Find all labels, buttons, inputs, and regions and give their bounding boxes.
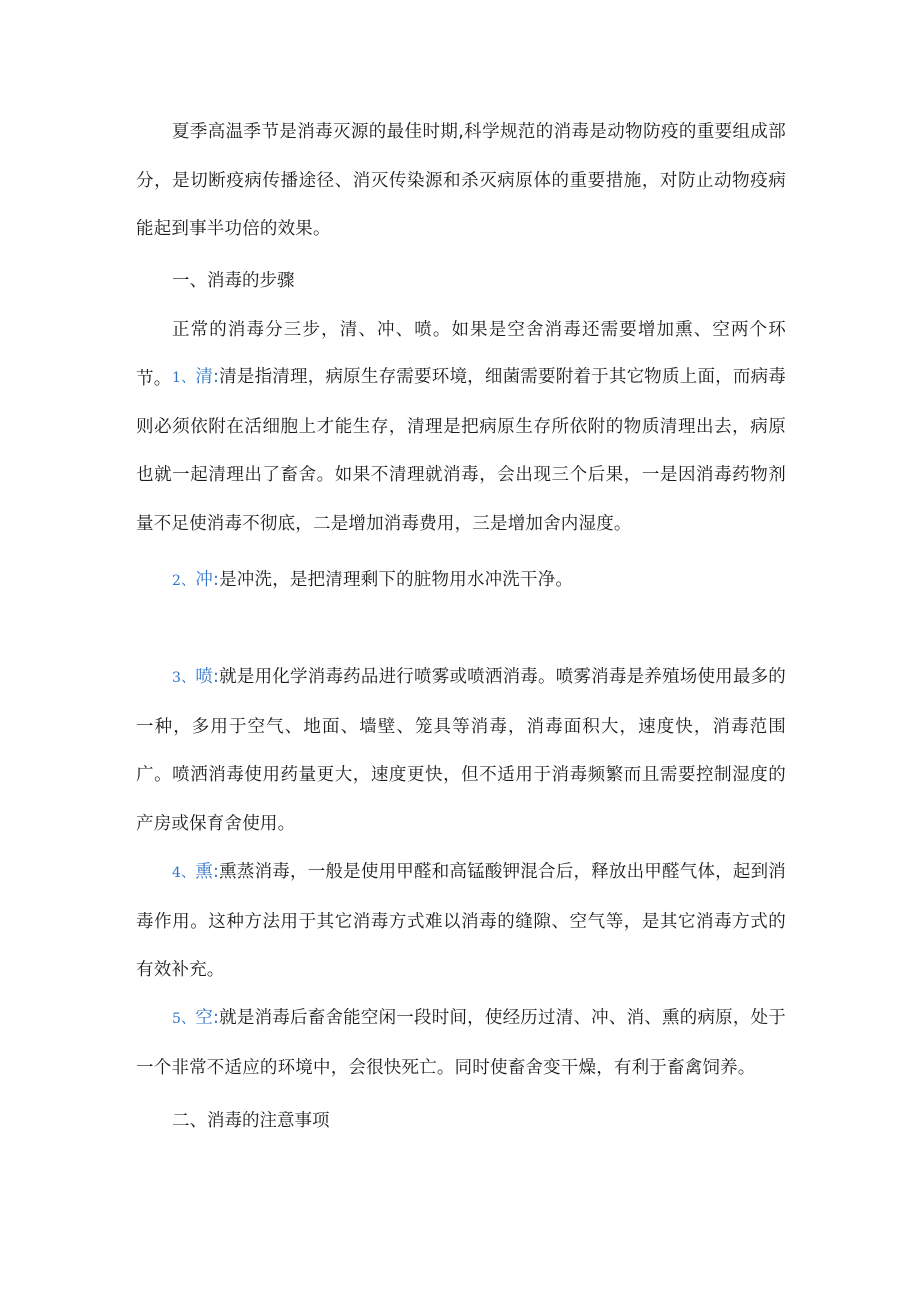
step-3-text: 就是用化学消毒药品进行喷雾或喷洒消毒。喷雾消毒是养殖场使用最多的一种，多用于空气、地面、墙壁、笼具等消毒，消毒面积大，速度快，消毒范围广。喷洒消毒使用药量更大，速度更快，但不适用于消毒频繁而且需要控制湿度的产房或保育舍使用。 xyxy=(136,667,786,834)
step-1-keyword: 清: xyxy=(195,367,220,387)
section-1-heading: 一、消毒的步骤 xyxy=(172,271,295,291)
step-4-text: 熏蒸消毒，一般是使用甲醛和高锰酸钾混合后，释放出甲醛气体，起到消毒作用。这种方法用于其它消毒方式难以消毒的缝隙、空气等，是其它消毒方式的有效补充。 xyxy=(136,862,786,980)
step-2-text: 是冲洗，是把清理剩下的脏物用水冲洗干净。 xyxy=(219,570,574,590)
step-1-number: 1、 xyxy=(172,370,196,386)
step-5-paragraph xyxy=(136,994,786,1092)
step-5-number: 5、 xyxy=(172,1011,196,1027)
step-5-text: 就是消毒后畜舍能空闲一段时间，使经历过清、冲、消、熏的病原，处于一个非常不适应的环境中，会很快死亡。同时使畜舍变干燥，有利于畜禽饲养。 xyxy=(136,1008,786,1078)
step-2-number: 2、 xyxy=(172,573,196,589)
step-5-keyword: 空: xyxy=(195,1008,220,1028)
step-1-text: 清是指清理，病原生存需要环境，细菌需要附着于其它物质上面，而病毒则必须依附在活细胞上才能生存，清理是把病原生存所依附的物质清理出去，病原也就一起清理出了畜舍。如果不清理就消毒，会出现三个后果，一是因消毒药物剂量不足使消毒不彻底，二是增加消毒费用，三是增加舍内湿度。 xyxy=(136,367,786,534)
step-3-keyword: 喷: xyxy=(195,667,220,687)
section-2-heading: 二、消毒的注意事项 xyxy=(172,1111,330,1131)
step-3-paragraph xyxy=(136,653,786,848)
step-3-number: 3、 xyxy=(172,670,196,686)
section-1-summary: 正常的消毒分三步，清、冲、喷。如果是空舍消毒还需要增加熏、空两个环节。 xyxy=(136,320,786,389)
step-1-paragraph xyxy=(136,353,786,548)
step-2-keyword: 冲: xyxy=(195,570,220,590)
step-4-keyword: 熏: xyxy=(195,862,220,882)
step-4-paragraph xyxy=(136,848,786,995)
step-4-number: 4、 xyxy=(172,865,196,881)
intro-paragraph: 夏季高温季节是消毒灭源的最佳时期,科学规范的消毒是动物防疫的重要组成部分，是切断疫病传播途径、消灭传染源和杀灭病原体的重要措施，对防止动物疫病能起到事半功倍的效果。 xyxy=(136,122,786,239)
step-2-paragraph xyxy=(136,556,786,606)
